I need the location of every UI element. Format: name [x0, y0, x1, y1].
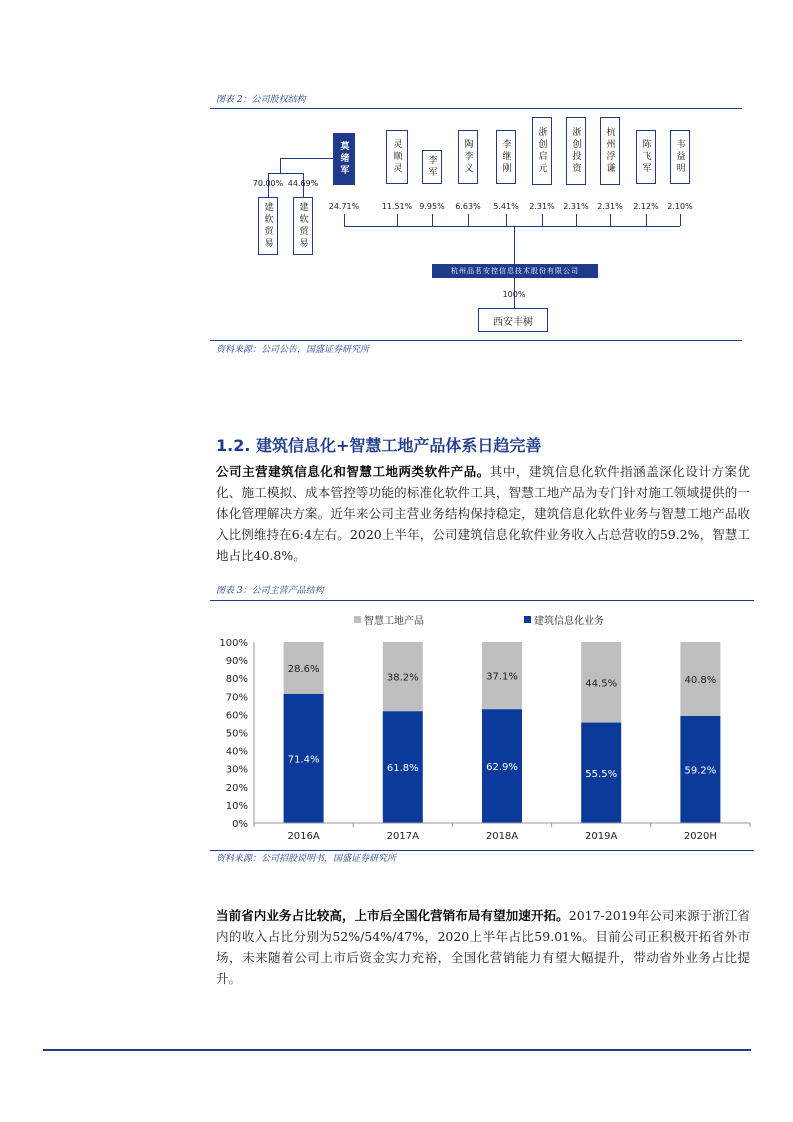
legend-label-construction-info: 建筑信息化业务	[534, 616, 604, 627]
trade-box: 建软贸易	[293, 197, 313, 255]
data-label-construction-info: 61.8%	[386, 763, 419, 775]
connector	[506, 214, 507, 226]
subsidiary-pct: 100%	[502, 290, 526, 299]
figure3-source: 资料来源：公司招股说明书，国盛证券研究所	[216, 854, 397, 864]
legend-label-smart-site: 智慧工地产品	[364, 616, 424, 627]
connector	[610, 214, 611, 226]
y-axis	[219, 638, 254, 830]
figure2-caption: 图表 2：公司股权结构	[216, 95, 306, 105]
legend-swatch-smart-site	[354, 616, 361, 623]
shareholder-box: 韦益明	[670, 130, 690, 184]
shareholder-pct: 2.31%	[597, 202, 623, 211]
connector	[576, 214, 577, 226]
y-tick-label: 20%	[225, 782, 248, 794]
trade-pct: 44.69%	[287, 179, 319, 188]
connector	[646, 214, 647, 226]
x-axis	[254, 823, 750, 842]
shareholder-box: 李继刚	[496, 130, 516, 184]
figure2-source: 资料来源：公司公告，国盛证券研究所	[216, 345, 370, 355]
y-tick-label: 10%	[225, 800, 248, 812]
y-tick-label: 80%	[225, 674, 248, 686]
shareholder-pct: 5.41%	[493, 202, 519, 211]
shareholder-box: 陈飞军	[636, 130, 656, 184]
connector	[397, 214, 398, 226]
figure3-caption: 图表 3：公司主营产品结构	[216, 586, 324, 596]
shareholder-box: 李军	[422, 150, 442, 184]
market-paragraph	[216, 905, 750, 989]
connector	[542, 214, 543, 226]
legend-swatch-construction-info	[524, 616, 531, 623]
chart-legend	[354, 614, 604, 627]
data-label-smart-site: 40.8%	[684, 674, 717, 686]
footer-rule	[43, 1049, 751, 1051]
connector	[280, 158, 333, 159]
founder-box: 莫绪军	[333, 133, 355, 185]
data-label-construction-info: 62.9%	[486, 762, 518, 774]
company-bar: 杭州品茗安控信息技术股份有限公司	[432, 264, 598, 278]
connector	[468, 214, 469, 226]
y-tick-label: 0%	[232, 819, 248, 830]
x-tick-label: 2018A	[485, 831, 519, 842]
x-tick-label: 2020H	[683, 831, 717, 842]
connector	[344, 226, 680, 227]
section-paragraph	[216, 461, 750, 566]
connector	[280, 158, 281, 173]
connector	[432, 214, 433, 226]
data-label-construction-info: 59.2%	[684, 765, 717, 777]
shareholder-pct: 2.31%	[563, 202, 589, 211]
y-tick-label: 40%	[225, 746, 248, 758]
market-paragraph-body: 2017-2019年公司来源于浙江省内的收入占比分别为52%/54%/47%，2020上半年占比59.01%。目前公司正积极开拓省外市场，未来随着公司上市后资金实力充裕，全国化营销能力有望大幅提升，带动省外业务占比提升。	[216, 908, 750, 986]
y-tick-label: 70%	[225, 692, 248, 704]
data-label-construction-info: 55.5%	[585, 768, 618, 780]
subsidiary-box: 西安丰树	[478, 308, 548, 332]
connector	[268, 173, 304, 174]
trade-pct: 70.00%	[252, 179, 284, 188]
shareholder-pct: 2.10%	[667, 202, 693, 211]
shareholder-pct: 2.31%	[529, 202, 555, 211]
data-label-smart-site: 38.2%	[386, 672, 419, 684]
data-label-construction-info: 71.4%	[287, 754, 320, 766]
figure2-top-rule	[210, 108, 742, 109]
shareholder-pct: 9.95%	[419, 202, 445, 211]
connector	[514, 226, 515, 264]
connector	[680, 214, 681, 226]
shareholder-box: 浙创投资	[566, 117, 586, 185]
connector	[344, 214, 345, 226]
shareholder-box: 杭州浮谦	[600, 117, 620, 185]
trade-box: 建软贸易	[258, 197, 278, 255]
paragraph-body: 其中，建筑信息化软件指涵盖深化设计方案优化、施工模拟、成本管控等功能的标准化软件工具，智慧工地产品为专门针对施工领域提供的一体化管理解决方案。近年来公司主营业务结构保持稳定，建筑信息化软件业务与智慧工地产品收入比例维持在6:4左右。2020上半年，公司建筑信息化软件业务收入占总营收的59.2%，智慧工地占比40.8%。	[216, 464, 750, 563]
shareholder-pct: 6.63%	[455, 202, 481, 211]
figure2-bottom-rule	[210, 340, 742, 341]
data-label-smart-site: 44.5%	[585, 678, 618, 690]
y-tick-label: 30%	[225, 764, 248, 776]
paragraph-lead: 公司主营建筑信息化和智慧工地两类软件产品。	[216, 464, 490, 479]
shareholder-box: 陶李义	[458, 130, 478, 184]
y-tick-label: 100%	[219, 638, 248, 649]
data-label-smart-site: 28.6%	[287, 663, 320, 675]
market-paragraph-lead: 当前省内业务占比较高，上市后全国化营销布局有望加速开拓。	[216, 908, 569, 923]
shareholder-pct: 11.51%	[381, 202, 413, 211]
shareholder-box: 灵顺灵	[386, 130, 408, 184]
y-tick-label: 60%	[225, 710, 248, 722]
x-tick-label: 2016A	[287, 831, 320, 842]
product-structure-chart	[210, 604, 758, 848]
bar-series	[284, 642, 721, 823]
founder-pct: 24.71%	[328, 202, 360, 211]
section-title: 1.2. 建筑信息化+智慧工地产品体系日趋完善	[216, 436, 542, 455]
shareholder-box: 浙创启元	[532, 117, 552, 185]
x-tick-label: 2017A	[386, 831, 419, 842]
shareholder-pct: 2.12%	[633, 202, 659, 211]
y-tick-label: 50%	[225, 728, 248, 740]
figure3-top-rule	[210, 600, 754, 601]
y-tick-label: 90%	[225, 656, 248, 668]
data-label-smart-site: 37.1%	[486, 671, 518, 683]
x-tick-label: 2019A	[585, 831, 618, 842]
